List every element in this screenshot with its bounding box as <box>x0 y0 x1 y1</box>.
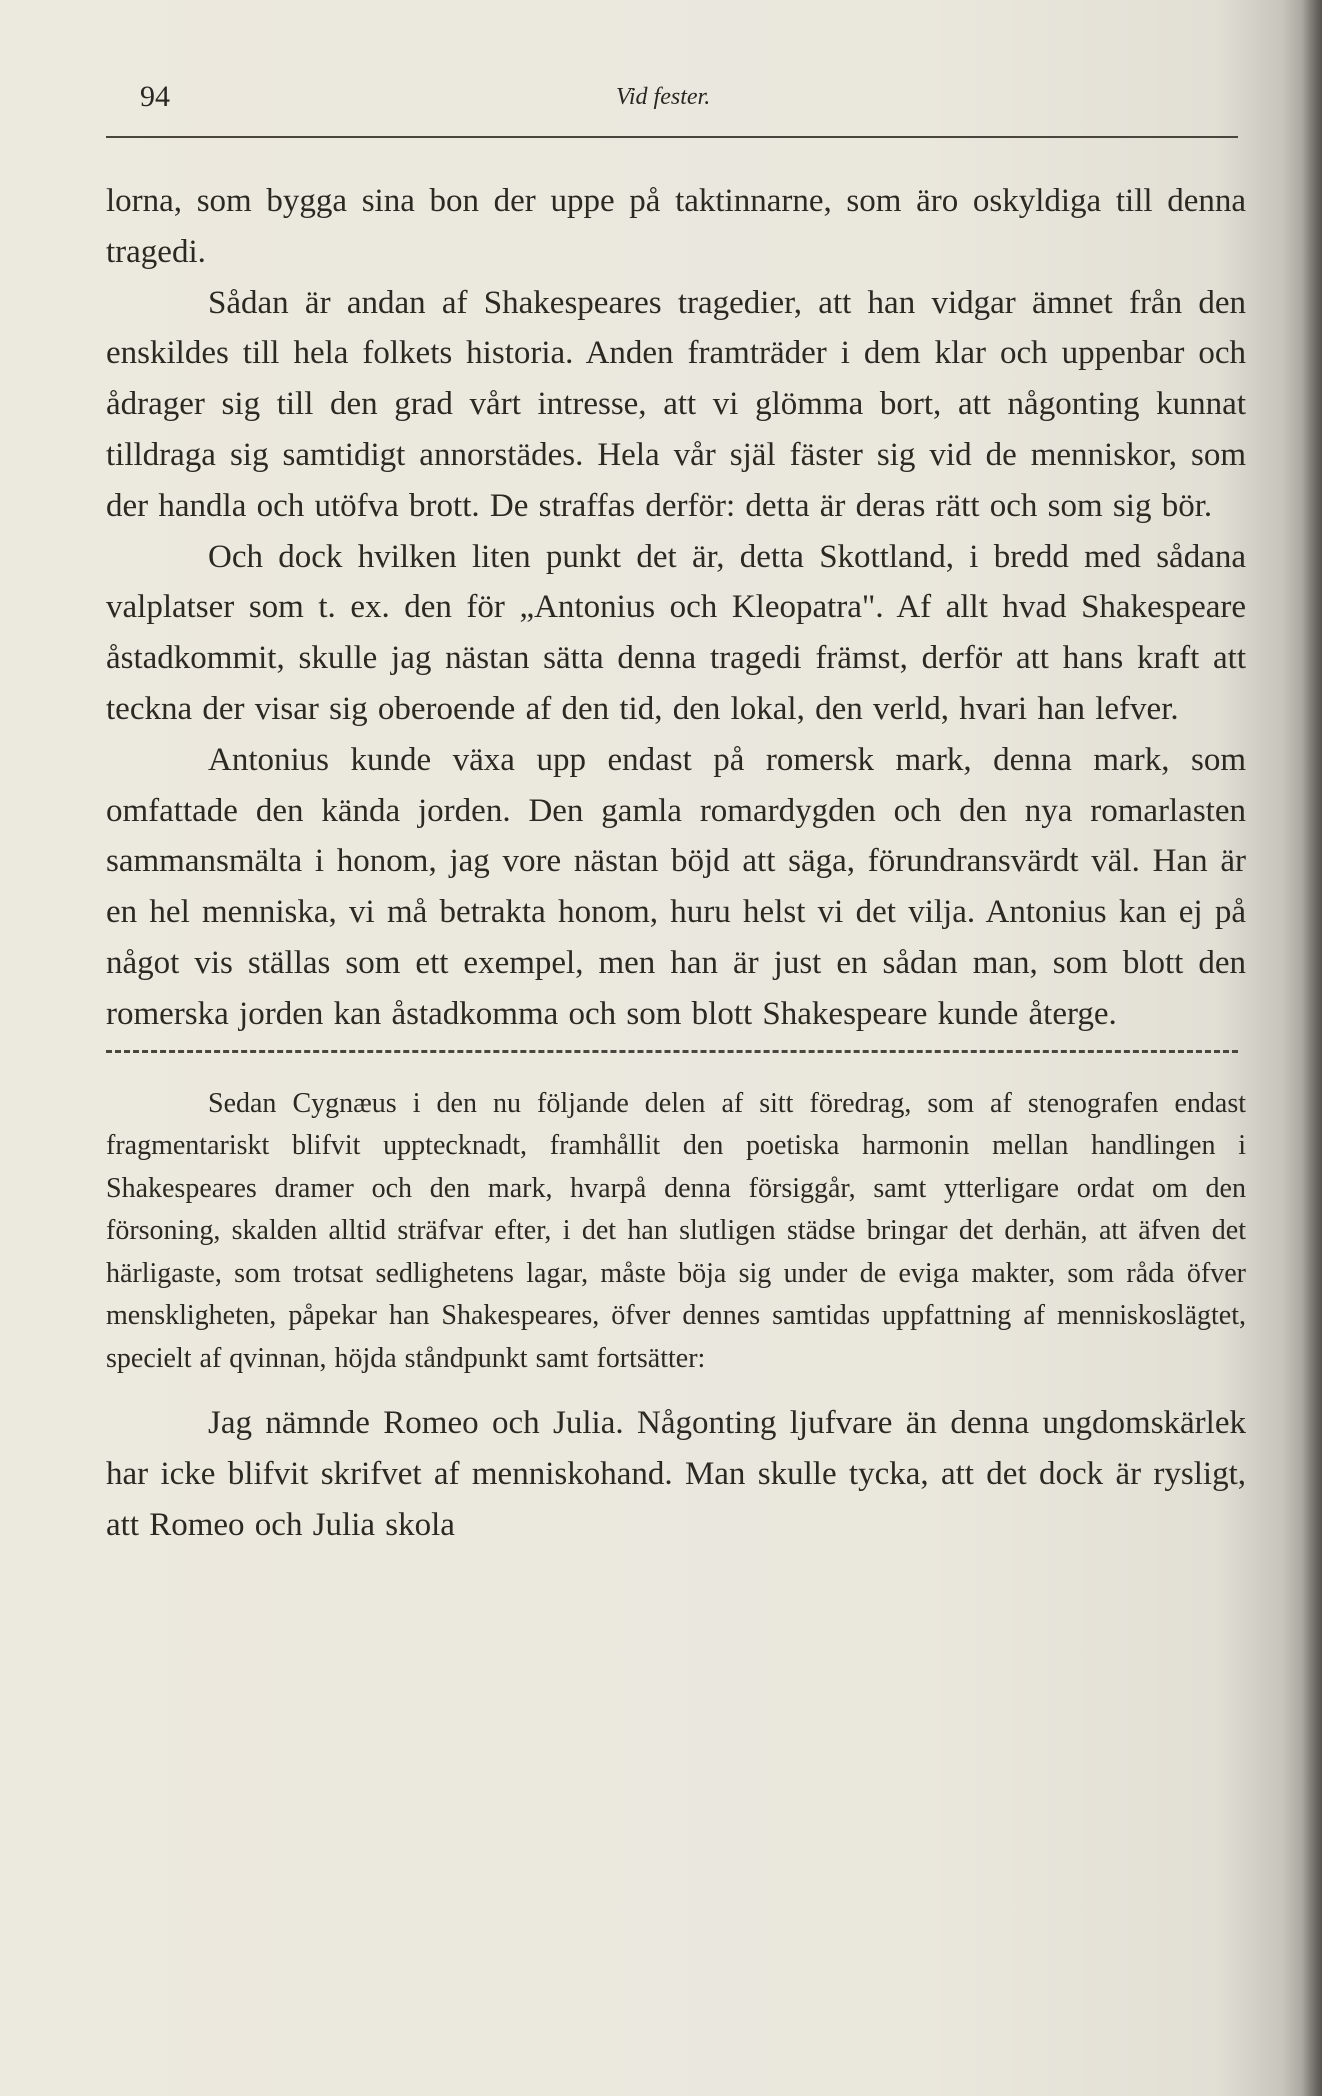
page-header <box>106 76 1238 124</box>
paragraph-romeo-julia: Jag nämnde Romeo och Julia. Någonting ljufvare än denna ungdomskärlek har icke blifvit skrifvet af menniskohand. Man skulle tycka, att det dock är rysligt, att Romeo och Julia skola <box>106 1405 1246 1543</box>
paragraph-scotland: Och dock hvilken liten punkt det är, detta Skottland, i bredd med sådana valplatser som t. ex. den för „Antonius och Kleopatra". Af allt hvad Shakespeare åstadkommit, skulle jag nästan sätta denna tragedi främst, derför att hans kraft att teckna der visar sig oberoende af den tid, den lokal, den verld, hvari han lefver. <box>106 538 1246 727</box>
running-head: Vid fester. <box>616 84 711 110</box>
paragraph-editorial-note: Sedan Cygnæus i den nu följande delen af sitt föredrag, som af stenografen endast fragmentariskt blifvit upptecknadt, framhållit den poetiska harmonin mellan handlingen i Shakespeares dramer och den mark, hvarpå denna försiggår, samt ytterligare ordat om den försoning, skalden alltid sträfvar efter, i det han slutligen städse bringar det derhän, att äfven det härligaste, som trotsat sedlighetens lagar, måste böja sig under de eviga makter, som råda öfver menskligheten, påpekar han Shakespeares, öfver dennes samtidas uppfattning af menniskoslägtet, specielt af qvinnan, höjda ståndpunkt samt fortsätter: <box>106 1087 1246 1374</box>
paragraph-antonius: Antonius kunde växa upp endast på romersk mark, denna mark, som omfattade den kända jorden. Den gamla romardygden och den nya romarlasten sammansmälta i honom, jag vore nästan böjd att säga, förundransvärdt väl. Han är en hel menniska, vi må betrakta honom, huru helst vi det vilja. Antonius kan ej på något vis ställas som ett exempel, men han är just en sådan man, som blott den romerska jorden kan åstadkomma och som blott Shakespeare kunde återge. <box>106 741 1246 1032</box>
header-rule <box>106 136 1238 138</box>
paragraph-shakespeare-tragedies: Sådan är andan af Shakespeares tragedier, att han vidgar ämnet från den enskildes till hela folkets historia. Anden framträder i dem klar och uppenbar och ådrager sig till den grad vårt intresse, att vi glömma bort, att någonting kunnat tilldraga sig samtidigt annorstädes. Hela vår själ fäster sig vid de menniskor, som der handla och utöfva brott. De straffas derför: detta är deras rätt och som sig bör. <box>106 284 1246 524</box>
paragraph-continuation: lorna, som bygga sina bon der uppe på taktinnarne, som äro oskyldiga till denna tragedi. <box>106 183 1246 270</box>
section-break-dashes <box>106 1050 1238 1065</box>
page-number: 94 <box>140 80 170 113</box>
body-text <box>106 176 1246 1550</box>
page-edge-shadow <box>1302 0 1322 2096</box>
